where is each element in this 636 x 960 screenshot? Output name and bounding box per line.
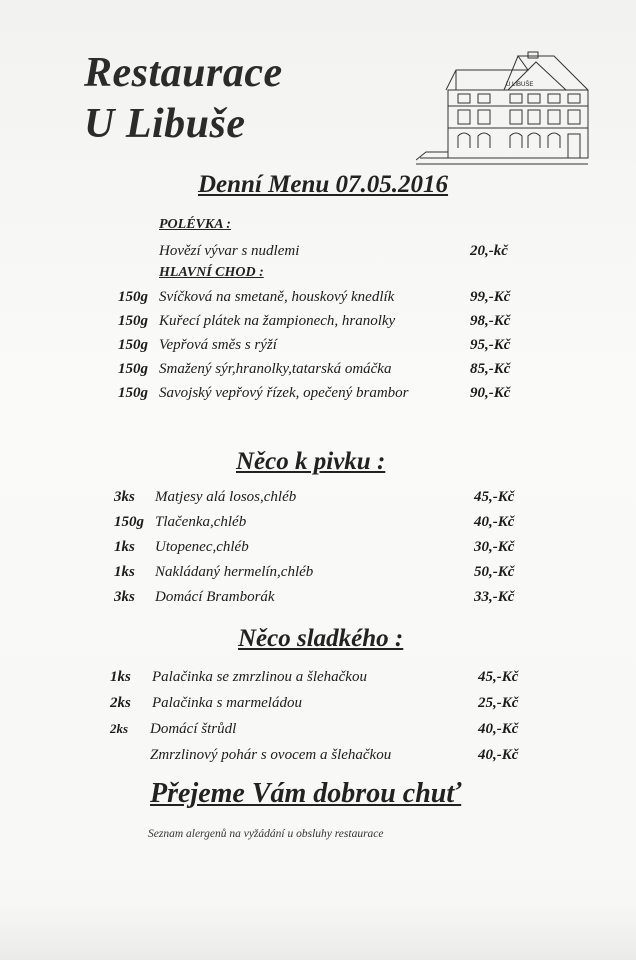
svg-text:U LIBUŠE: U LIBUŠE <box>506 82 534 88</box>
item-name: Utopenec,chléb <box>155 539 249 555</box>
list-item <box>0 486 636 508</box>
list-item <box>0 358 636 380</box>
list-item <box>0 334 636 356</box>
item-price: 45,-Kč <box>474 489 515 505</box>
item-price: 99,-Kč <box>470 289 511 305</box>
item-price: 40,-Kč <box>474 514 515 530</box>
list-item <box>0 286 636 308</box>
list-item <box>0 744 636 766</box>
item-qty: 1ks <box>114 564 135 580</box>
closing-wish: Přejeme Vám dobrou chuť <box>150 778 462 809</box>
list-item <box>0 511 636 533</box>
list-item <box>0 310 636 332</box>
item-name: Nakládaný hermelín,chléb <box>155 564 314 580</box>
item-qty: 3ks <box>114 489 135 505</box>
item-qty: 2ks <box>110 721 129 736</box>
item-name: Matjesy alá losos,chléb <box>155 489 297 505</box>
item-price: 45,-Kč <box>478 669 519 685</box>
item-name: Tlačenka,chléb <box>155 514 247 530</box>
item-name: Zmrzlinový pohár s ovocem a šlehačkou <box>150 747 392 763</box>
item-name: Palačinka se zmrzlinou a šlehačkou <box>152 669 367 685</box>
item-qty: 2ks <box>110 695 131 711</box>
item-price: 85,-Kč <box>470 361 511 377</box>
item-price: 50,-Kč <box>474 564 515 580</box>
list-item <box>0 666 636 688</box>
item-name: Svíčková na smetaně, houskový knedlík <box>159 289 395 305</box>
item-qty: 150g <box>118 289 148 305</box>
item-price: 33,-Kč <box>474 589 515 605</box>
main-heading: HLAVNÍ CHOD : <box>159 265 264 280</box>
item-price: 30,-Kč <box>474 539 515 555</box>
restaurant-name-line2: U Libuše <box>84 101 246 147</box>
item-name: Vepřová směs s rýží <box>159 337 277 353</box>
item-qty: 150g <box>118 385 148 401</box>
list-item <box>0 586 636 608</box>
sweets-heading: Něco sladkého : <box>238 625 404 652</box>
item-qty: 1ks <box>110 669 131 685</box>
item-name: Kuřecí plátek na žampionech, hranolky <box>159 313 396 329</box>
item-name: Savojský vepřový řízek, opečený brambor <box>159 385 409 401</box>
allergen-note: Seznam alergenů na vyžádání u obsluhy restaurace <box>148 828 384 840</box>
item-name: Domácí Bramborák <box>155 589 275 605</box>
item-qty: 1ks <box>114 539 135 555</box>
item-name: Smažený sýr,hranolky,tatarská omáčka <box>159 361 392 377</box>
beer-snacks-heading: Něco k pivku : <box>236 448 386 475</box>
item-price: 98,-Kč <box>470 313 511 329</box>
menu-title: Denní Menu 07.05.2016 <box>198 171 449 198</box>
item-qty: 150g <box>114 514 144 530</box>
item-name: Palačinka s marmeládou <box>152 695 302 711</box>
item-price: 40,-Kč <box>478 747 519 763</box>
soup-heading: POLÉVKA : <box>159 217 231 232</box>
item-price: 95,-Kč <box>470 337 511 353</box>
item-qty: 3ks <box>114 589 135 605</box>
list-item <box>0 382 636 404</box>
list-item <box>0 692 636 714</box>
restaurant-name-line1: Restaurace <box>84 50 283 96</box>
item-price: 20,-kč <box>470 243 508 259</box>
building-illustration <box>416 48 590 166</box>
list-item <box>0 561 636 583</box>
item-qty: 150g <box>118 361 148 377</box>
item-qty: 150g <box>118 313 148 329</box>
item-qty: 150g <box>118 337 148 353</box>
item-name: Domácí štrůdl <box>150 721 237 737</box>
list-item <box>0 718 636 740</box>
list-item <box>0 536 636 558</box>
item-price: 40,-Kč <box>478 721 519 737</box>
list-item <box>0 240 636 262</box>
item-name: Hovězí vývar s nudlemi <box>159 243 300 259</box>
item-price: 90,-Kč <box>470 385 511 401</box>
item-price: 25,-Kč <box>478 695 519 711</box>
